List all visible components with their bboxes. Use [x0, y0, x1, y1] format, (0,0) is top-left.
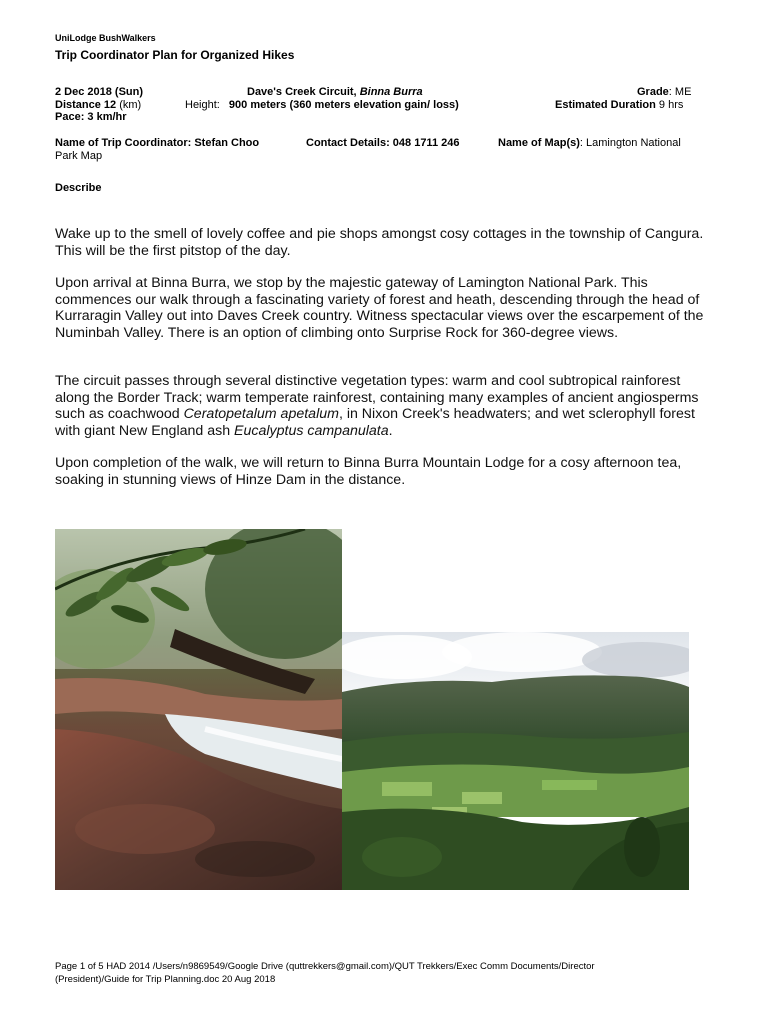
trip-date: 2 Dec 2018 (Sun)	[55, 86, 144, 98]
route-place: Binna Burra	[359, 86, 423, 98]
organization-name: UniLodge BushWalkers	[55, 33, 156, 43]
paragraph-4: Upon completion of the walk, we will return to Binna Burra Mountain Lodge for a cosy afternoon tea, soaking in stunning views of Hinze Dam in the distance.	[55, 455, 682, 488]
map-names-continued: Park Map	[55, 150, 103, 162]
trip-grade	[637, 86, 691, 99]
footer-line-2: (President)/Guide for Trip Planning.doc 20 Aug 2018	[55, 974, 276, 985]
species-name: Eucalyptus campanulata	[234, 422, 389, 439]
paragraph-3: The circuit passes through several distinctive vegetation types: warm and cool subtropical rainforest along the Border Track; warm temperate rainforest, containing many examples of ancient angiosperms such as coachwood Ceratopetalum apetalum, in Nixon Creek's headwaters; and wet sclerophyll forest with giant New England ash Eucalyptus campanulata.	[55, 373, 699, 439]
duration-label: Estimated Duration	[555, 99, 656, 111]
valley-photo	[342, 632, 689, 890]
grade-value: : ME	[668, 86, 692, 98]
trip-height	[185, 99, 459, 112]
trip-pace: Pace: 3 km/hr	[55, 111, 127, 123]
route-name: Dave's Creek Circuit,	[247, 86, 357, 98]
species-name: Ceratopetalum apetalum	[183, 406, 339, 422]
maps-value: : Lamington National	[579, 137, 681, 149]
contact-details: Contact Details: 048 1711 246	[306, 137, 460, 149]
page-footer	[55, 960, 715, 986]
height-label: Height:	[185, 99, 220, 111]
describe-heading: Describe	[55, 182, 102, 194]
footer-line-1: Page 1 of 5 HAD 2014 /Users/n9869549/Google Drive (quttrekkers@gmail.com)/QUT Trekkers/Exec Comm Documents/Director	[55, 961, 595, 972]
creek-photo	[55, 529, 342, 890]
document-title: Trip Coordinator Plan for Organized Hikes	[55, 48, 295, 62]
map-names	[498, 137, 681, 150]
paragraph-2: Upon arrival at Binna Burra, we stop by the majestic gateway of Lamington National Park. This commences our walk through a fascinating variety of forest and heath, descending through the head of Kurraragin Valley out into Daves Creek country. Witness spectacular views over the escarpement of the Numinbah Valley. There is an option of climbing onto Surprise Rock for 360-degree views.	[55, 275, 704, 341]
trip-duration	[555, 99, 683, 112]
distance-label: Distance 12	[55, 99, 117, 111]
distance-unit: (km)	[116, 99, 142, 111]
coordinator-name: Name of Trip Coordinator: Stefan Choo	[55, 137, 260, 149]
grade-label: Grade	[637, 86, 669, 98]
maps-label: Name of Map(s)	[498, 137, 580, 149]
trip-route	[247, 86, 423, 99]
duration-value: 9 hrs	[655, 99, 684, 111]
height-value: 900 meters (360 meters elevation gain/ loss)	[228, 99, 459, 111]
paragraph-1: Wake up to the smell of lovely coffee and pie shops amongst cosy cottages in the township of Cangura. This will be the first pitstop of the day.	[55, 226, 704, 259]
